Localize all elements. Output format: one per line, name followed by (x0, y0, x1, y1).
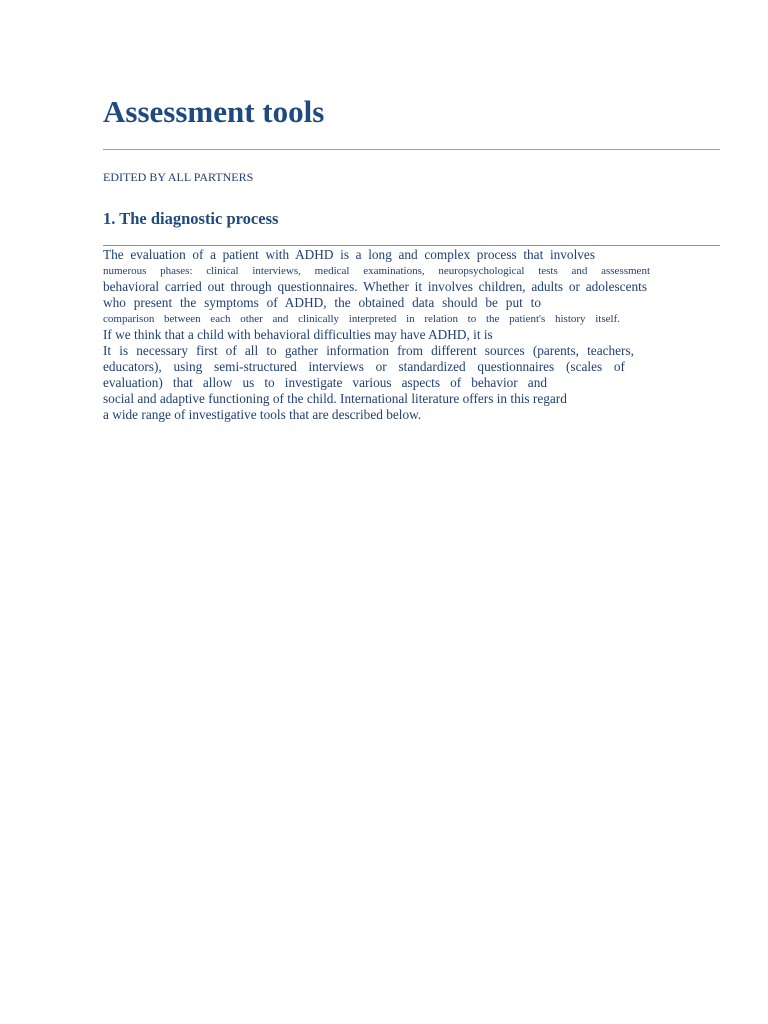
body-line: who present the symptoms of ADHD, the obtained data should be put to (103, 295, 541, 310)
body-line: The evaluation of a patient with ADHD is a long and complex process that involves (103, 247, 595, 262)
title-divider (103, 149, 720, 150)
body-line: educators), using semi-structured interviews or standardized questionnaires (scales of (103, 359, 625, 374)
byline: EDITED BY ALL PARTNERS (103, 170, 254, 184)
section-divider (103, 245, 720, 246)
body-line: a wide range of investigative tools that are described below. (103, 407, 422, 422)
body-line: social and adaptive functioning of the child. International literature offers in this regard (103, 391, 567, 406)
page-title: Assessment tools (103, 94, 325, 129)
body-line: If we think that a child with behavioral difficulties may have ADHD, it is (103, 327, 493, 342)
body-line: comparison between each other and clinically interpreted in relation to the patient's history itself. (103, 313, 620, 325)
section-heading: 1. The diagnostic process (103, 209, 279, 228)
body-line: behavioral carried out through questionnaires. Whether it involves children, adults or adolescents (103, 279, 647, 294)
body-line: evaluation) that allow us to investigate various aspects of behavior and (103, 375, 547, 390)
body-line: numerous phases: clinical interviews, medical examinations, neuropsychological tests and assessment (103, 265, 650, 277)
body-line: It is necessary first of all to gather information from different sources (parents, teachers, (103, 343, 634, 358)
